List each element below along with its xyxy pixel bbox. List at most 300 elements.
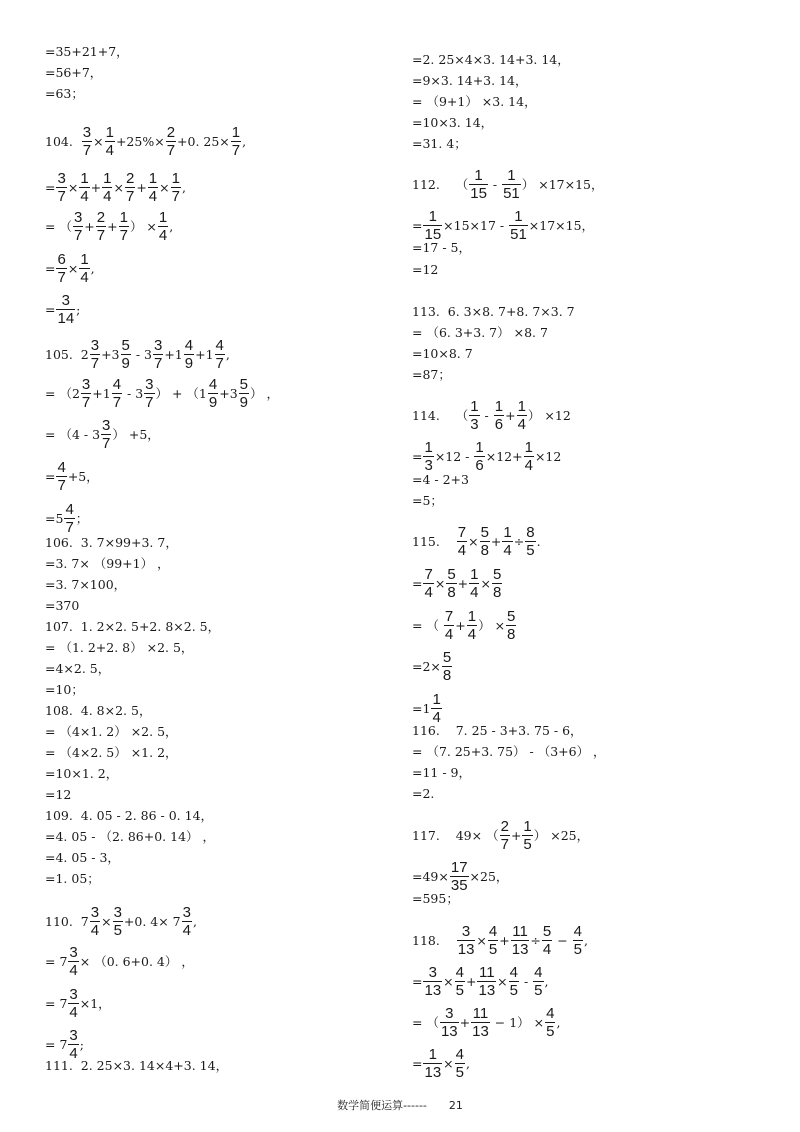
math-text: = （4×2. 5） ×1. 2， — [45, 745, 178, 760]
math-text: = — [45, 179, 56, 195]
math-text: 108. 4. 8×2. 5， — [45, 703, 152, 718]
numerator: 3 — [182, 904, 191, 921]
math-text: - — [488, 176, 502, 192]
fraction — [533, 965, 543, 998]
fraction — [517, 399, 527, 432]
denominator: 4 — [90, 922, 100, 939]
page-number: 21 — [448, 1099, 463, 1112]
math-text: , — [169, 218, 174, 234]
denominator: 5 — [488, 941, 498, 958]
math-text: × — [67, 179, 79, 195]
math-text: =5； — [412, 493, 443, 508]
equation-line — [412, 473, 469, 487]
math-text: + — [510, 827, 522, 843]
math-text: , — [556, 1014, 561, 1030]
math-text: =10×8. 7 — [412, 346, 473, 361]
numerator: 5 — [121, 337, 130, 354]
denominator: 4 — [69, 962, 78, 979]
fraction — [423, 965, 442, 998]
equation-line — [45, 746, 178, 760]
math-text: 105. 2 — [45, 346, 89, 362]
denominator: 9 — [184, 355, 194, 372]
math-text: + — [90, 179, 102, 195]
numerator: 1 — [105, 124, 114, 141]
equation-line — [45, 683, 84, 697]
math-text: =2. — [412, 786, 435, 801]
numerator: 1 — [80, 170, 89, 187]
math-text: ÷ — [513, 533, 525, 549]
equation-line — [412, 368, 451, 382]
fraction — [144, 377, 154, 410]
math-text: = （1. 2+2. 8） ×2. 5， — [45, 640, 194, 655]
denominator: 4 — [432, 709, 441, 726]
math-text: × — [476, 932, 487, 948]
math-text: , — [90, 260, 95, 276]
math-text: =17 - 5， — [412, 240, 472, 255]
equation-line — [45, 620, 220, 634]
math-text: + — [499, 932, 510, 948]
denominator: 4 — [69, 1004, 78, 1021]
math-text: - 3 — [131, 346, 152, 362]
denominator: 5 — [113, 922, 122, 939]
denominator: 4 — [457, 542, 467, 559]
denominator: 7 — [500, 836, 509, 853]
denominator: 5 — [546, 1023, 555, 1040]
math-text: +3 — [101, 346, 120, 362]
equation-line — [412, 567, 503, 600]
math-text: ×25， — [469, 868, 509, 884]
equation-line — [412, 399, 571, 432]
numerator: 4 — [573, 923, 583, 940]
fraction — [444, 609, 454, 642]
equation-line — [412, 965, 549, 998]
denominator: 6 — [494, 416, 504, 433]
math-text: × — [480, 575, 491, 591]
math-text: × — [443, 1055, 454, 1071]
numerator: 11 — [512, 923, 528, 940]
numerator: 4 — [112, 376, 122, 393]
denominator: 4 — [444, 626, 454, 643]
math-text: + — [84, 218, 95, 234]
fraction — [101, 418, 111, 451]
numerator: 7 — [424, 566, 433, 583]
numerator: 1 — [474, 167, 483, 184]
fraction — [81, 377, 91, 410]
fraction — [96, 210, 106, 243]
math-text: 110. 7 — [45, 913, 89, 929]
fraction — [231, 125, 241, 158]
equation-line — [45, 809, 213, 823]
numerator: 1 — [231, 124, 241, 141]
math-text: = — [412, 973, 423, 989]
fraction — [500, 819, 510, 852]
math-text: =63； — [45, 86, 84, 101]
math-text: ） + （1 — [155, 385, 207, 401]
math-text: +1 — [92, 385, 111, 401]
math-text: =2. 25×4×3. 14+3. 14， — [412, 52, 570, 67]
numerator: 3 — [445, 1005, 454, 1022]
fraction — [524, 440, 534, 473]
math-text: − 1） × — [490, 1014, 545, 1030]
math-text: = （9+1） ×3. 14， — [412, 94, 537, 109]
fraction — [153, 338, 163, 371]
denominator: 7 — [81, 394, 91, 411]
equation-line — [45, 502, 88, 535]
fraction — [121, 338, 131, 371]
denominator: 7 — [82, 142, 92, 159]
denominator: 7 — [57, 269, 66, 286]
fraction — [502, 525, 512, 558]
numerator: 1 — [514, 208, 523, 225]
denominator: 8 — [447, 584, 456, 601]
math-text: =595； — [412, 891, 459, 906]
numerator: 1 — [171, 170, 180, 187]
math-text: = （4×1. 2） ×2. 5， — [45, 724, 178, 739]
math-text: 112. （ — [412, 176, 469, 192]
math-text: +1 — [195, 346, 214, 362]
equation-line — [45, 578, 126, 592]
denominator: 4 — [517, 416, 526, 433]
math-text: =10； — [45, 682, 84, 697]
numerator: 1 — [494, 398, 504, 415]
math-text: 116. 7. 25 - 3+3. 75 - 6， — [412, 723, 583, 738]
math-text: =31. 4； — [412, 136, 467, 151]
fraction — [68, 945, 78, 978]
math-text: = — [412, 575, 423, 591]
numerator: 11 — [472, 1005, 489, 1022]
numerator: 4 — [184, 337, 194, 354]
fraction — [239, 377, 249, 410]
math-text: = 7 — [45, 1036, 68, 1052]
equation-line — [45, 872, 100, 886]
numerator: 17 — [450, 859, 468, 876]
equation-line — [412, 440, 561, 473]
numerator: 1 — [503, 524, 512, 541]
fraction — [166, 125, 176, 158]
math-text: ； — [75, 510, 89, 526]
numerator: 1 — [523, 818, 532, 835]
math-text: ） × — [129, 218, 157, 234]
math-text: 111. 2. 25×3. 14×4+3. 14， — [45, 1058, 229, 1073]
math-text: 106. 3. 7×99+3. 7， — [45, 535, 178, 550]
fraction — [208, 377, 218, 410]
fraction — [477, 965, 496, 998]
math-text: + — [136, 179, 147, 195]
math-text: +25%× — [115, 133, 165, 149]
equation-line — [45, 641, 193, 655]
equation-line — [45, 945, 194, 978]
numerator: 5 — [447, 566, 456, 583]
equation-line — [45, 377, 279, 410]
fraction — [474, 440, 484, 473]
equation-line — [45, 662, 110, 676]
denominator: 7 — [112, 394, 122, 411]
denominator: 7 — [65, 519, 74, 536]
equation-line — [412, 787, 434, 801]
math-text: ×1， — [79, 995, 111, 1011]
fraction — [105, 125, 115, 158]
numerator: 3 — [145, 376, 154, 393]
math-text: =56+7， — [45, 65, 103, 80]
fraction — [119, 210, 129, 243]
math-text: 107. 1. 2×2. 5+2. 8×2. 5， — [45, 619, 221, 634]
equation-line — [45, 125, 246, 158]
numerator: 1 — [470, 566, 479, 583]
math-text: - 3 — [123, 385, 144, 401]
numerator: 4 — [208, 376, 218, 393]
denominator: 8 — [507, 626, 516, 643]
denominator: 15 — [424, 226, 442, 243]
denominator: 4 — [80, 269, 89, 286]
equation-line — [412, 924, 588, 957]
math-text: × — [497, 973, 508, 989]
numerator: 1 — [103, 170, 112, 187]
math-text: + — [466, 973, 477, 989]
denominator: 5 — [573, 941, 583, 958]
numerator: 4 — [455, 964, 464, 981]
numerator: 1 — [432, 691, 441, 708]
numerator: 3 — [69, 1027, 78, 1044]
fraction — [440, 1006, 459, 1039]
denominator: 4 — [524, 457, 533, 474]
equation-line — [412, 209, 594, 242]
math-text: = — [45, 301, 56, 317]
equation-line — [45, 87, 84, 101]
fraction — [79, 171, 89, 204]
denominator: 13 — [440, 1023, 458, 1040]
numerator: 3 — [69, 986, 78, 1003]
denominator: 7 — [215, 355, 224, 372]
math-text: =12 — [412, 262, 439, 277]
equation-line — [45, 1059, 228, 1073]
fraction — [56, 252, 66, 285]
numerator: 3 — [81, 376, 91, 393]
denominator: 7 — [166, 142, 176, 159]
numerator: 1 — [470, 398, 479, 415]
fraction — [82, 125, 92, 158]
denominator: 4 — [542, 941, 552, 958]
equation-line — [45, 460, 99, 493]
fraction — [215, 338, 225, 371]
fraction — [455, 1047, 465, 1080]
math-text: =370 — [45, 598, 80, 613]
math-text: =2× — [412, 658, 441, 674]
math-text: =4×2. 5， — [45, 661, 111, 676]
equation-line — [45, 851, 120, 865]
equation-line — [412, 860, 508, 893]
math-text: =11 - 9， — [412, 765, 472, 780]
equation-line — [45, 536, 178, 550]
fraction — [56, 460, 66, 493]
denominator: 9 — [239, 394, 248, 411]
numerator: 3 — [61, 292, 70, 309]
fraction — [573, 924, 583, 957]
equation-line — [412, 305, 575, 319]
denominator: 7 — [96, 227, 106, 244]
fraction — [506, 609, 516, 642]
math-text: ） ×12 — [527, 407, 571, 423]
denominator: 7 — [231, 142, 241, 159]
numerator: 2 — [500, 818, 509, 835]
denominator: 15 — [470, 185, 487, 202]
denominator: 7 — [57, 477, 66, 494]
math-text: , — [584, 932, 588, 948]
numerator: 3 — [57, 170, 66, 187]
fraction — [542, 924, 552, 957]
denominator: 3 — [424, 457, 433, 474]
fraction — [56, 293, 75, 326]
numerator: 5 — [442, 649, 452, 666]
math-text: , — [544, 973, 549, 989]
equation-line — [412, 525, 541, 558]
fraction — [90, 905, 100, 938]
numerator: 4 — [57, 459, 66, 476]
numerator: 5 — [239, 376, 248, 393]
numerator: 6 — [57, 251, 66, 268]
math-text: =1 — [412, 700, 431, 716]
equation-line — [45, 767, 118, 781]
equation-line — [412, 116, 493, 130]
numerator: 3 — [90, 337, 100, 354]
math-text: = — [412, 1055, 423, 1071]
math-text: × — [443, 973, 454, 989]
fraction — [148, 171, 158, 204]
numerator: 2 — [125, 170, 135, 187]
math-text: × （0. 6+0. 4） ， — [79, 953, 194, 969]
denominator: 13 — [424, 1064, 442, 1081]
math-text: +0. 4× 7 — [123, 913, 181, 929]
math-text: × — [93, 133, 104, 149]
equation-line — [412, 745, 606, 759]
equation-line — [412, 326, 548, 340]
denominator: 4 — [503, 542, 512, 559]
math-text: - — [520, 973, 533, 989]
math-text: ） ×17×15， — [521, 176, 604, 192]
fraction — [90, 338, 100, 371]
fraction — [469, 168, 488, 201]
fraction — [467, 609, 477, 642]
denominator: 4 — [69, 1045, 78, 1062]
math-text: =10×1. 2， — [45, 766, 119, 781]
fraction — [64, 502, 74, 535]
numerator: 7 — [444, 608, 454, 625]
fraction — [545, 1006, 555, 1039]
equation-line — [412, 650, 453, 683]
equation-line — [412, 819, 589, 852]
numerator: 3 — [73, 209, 83, 226]
denominator: 4 — [424, 584, 433, 601]
footer-title: 数学简便运算------ — [337, 1099, 427, 1112]
equation-line — [45, 171, 186, 204]
equation-line — [45, 1028, 84, 1061]
denominator: 7 — [145, 394, 154, 411]
numerator: 3 — [153, 337, 163, 354]
numerator: 3 — [69, 944, 78, 961]
denominator: 4 — [467, 626, 477, 643]
fraction — [457, 525, 467, 558]
equation-line — [412, 494, 443, 508]
fraction — [112, 377, 122, 410]
denominator: 13 — [457, 941, 475, 958]
math-text: ×12 - — [434, 448, 474, 464]
fraction — [423, 209, 442, 242]
math-text: × — [101, 913, 112, 929]
fraction — [68, 987, 78, 1020]
denominator: 8 — [492, 584, 502, 601]
math-text: +3 — [219, 385, 238, 401]
denominator: 4 — [182, 922, 191, 939]
fraction — [79, 252, 89, 285]
numerator: 1 — [428, 1046, 437, 1063]
numerator: 5 — [542, 923, 552, 940]
math-text: + — [459, 1014, 471, 1030]
math-text: 115. — [412, 533, 456, 549]
math-text: = — [45, 260, 56, 276]
math-text: . — [536, 533, 541, 549]
fraction — [431, 692, 441, 725]
denominator: 5 — [526, 542, 535, 559]
math-text: 113. 6. 3×8. 7+8. 7×3. 7 — [412, 304, 575, 319]
fraction — [158, 210, 168, 243]
math-text: + — [107, 218, 118, 234]
denominator: 3 — [470, 416, 479, 433]
equation-line — [412, 766, 471, 780]
math-text: 104. — [45, 133, 81, 149]
denominator: 4 — [103, 188, 112, 205]
numerator: 3 — [461, 923, 471, 940]
equation-line — [412, 724, 583, 738]
denominator: 8 — [442, 667, 452, 684]
math-text: =5 — [45, 510, 64, 526]
fraction — [56, 171, 66, 204]
math-text: =4. 05 - 3， — [45, 850, 120, 865]
math-text: = — [412, 448, 423, 464]
numerator: 1 — [507, 167, 516, 184]
math-text: = （2 — [45, 385, 80, 401]
math-text: =4 - 2+3 — [412, 472, 469, 487]
numerator: 3 — [113, 904, 122, 921]
math-text: × — [113, 179, 124, 195]
math-text: = （7. 25+3. 75） - （3+6） ， — [412, 744, 606, 759]
equation-line — [412, 347, 473, 361]
math-text: 109. 4. 05 - 2. 86 - 0. 14， — [45, 808, 214, 823]
math-text: ） ， — [250, 385, 279, 401]
math-text: 117. 49× （ — [412, 827, 499, 843]
fraction — [423, 440, 433, 473]
numerator: 4 — [65, 501, 74, 518]
denominator: 7 — [125, 188, 135, 205]
math-text: × — [434, 575, 446, 591]
fraction — [450, 860, 469, 893]
math-text: 114. （ — [412, 407, 469, 423]
equation-line — [412, 137, 467, 151]
denominator: 9 — [121, 355, 130, 372]
math-text: ） × — [478, 617, 506, 633]
numerator: 4 — [455, 1046, 464, 1063]
fraction — [182, 905, 192, 938]
fraction — [494, 399, 504, 432]
fraction — [480, 525, 490, 558]
numerator: 1 — [148, 170, 158, 187]
math-text: ; — [79, 1036, 84, 1052]
equation-line — [412, 609, 517, 642]
numerator: 4 — [215, 337, 224, 354]
fraction — [113, 905, 123, 938]
math-text: = — [412, 217, 423, 233]
fraction — [509, 965, 519, 998]
equation-line — [45, 987, 111, 1020]
equation-line — [45, 725, 178, 739]
